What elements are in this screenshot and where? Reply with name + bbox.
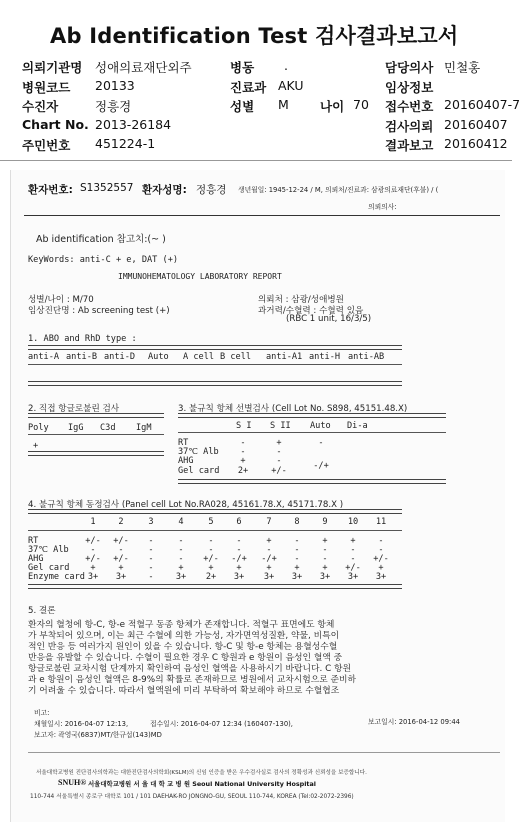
abo-mid-rule [28, 364, 402, 365]
panel-cell-r3-c4: - [178, 554, 184, 564]
screen-mid-rule [178, 432, 446, 433]
screen-col-dia: Di-a [347, 421, 368, 431]
panel-cell-r3-c10: - [350, 554, 356, 564]
panel-cell-r3-c2: +/- [113, 554, 129, 564]
dat-col-poly: Poly [28, 423, 49, 433]
panel-phase-1: RT [28, 536, 39, 546]
panel-cell-r5-c7: 3+ [263, 572, 275, 582]
panel-cell-r4-c5: + [208, 563, 214, 573]
rbc-history: (RBC 1 unit, 16/3/5) [286, 314, 372, 324]
screen-bottom-rule [178, 479, 446, 484]
sex-value: M [278, 97, 289, 112]
abo-col-9: anti-AB [348, 352, 385, 362]
lab-report-title: IMMUNOHEMATOLOGY LABORATORY REPORT [118, 272, 282, 281]
panel-mid-rule [28, 530, 402, 531]
panel-cell-r5-c5: 2+ [205, 572, 217, 582]
panel-cell-r5-c1: 3+ [87, 572, 99, 582]
panel-cell-r3-c11: +/- [373, 554, 389, 564]
screen-ahg-si: + [240, 456, 246, 466]
panel-cell-r3-c6: -/+ [231, 554, 247, 564]
institution-value: 성애의료재단외주 [95, 60, 192, 75]
abo-col-7: anti-A1 [266, 352, 303, 362]
dat-mid-rule [28, 434, 164, 435]
panel-cell-r3-c8: - [294, 554, 300, 564]
panel-col-4: 4 [178, 517, 184, 527]
panel-cell-r4-c11: + [378, 563, 384, 573]
dat-col-c3d: C3d [100, 423, 116, 433]
sex-age: 성별/나이 : M/70 [28, 295, 94, 305]
panel-cell-r2-c4: - [178, 545, 184, 555]
screen-ahg-auto: -/+ [313, 461, 329, 471]
footer-divider [28, 752, 500, 753]
panel-cell-r1-c10: + [350, 536, 356, 546]
chart-no-value: 2013-26184 [95, 117, 172, 132]
panel-bottom-rule [28, 584, 402, 589]
result-date-label: 결과보고 [385, 138, 434, 153]
conclusion-line-2: 가 부착되어 있으며, 이는 최근 수혈에 의한 가능성, 자가면역성질환, 약물, 비특이 [28, 631, 340, 641]
panel-cell-r3-c9: - [322, 554, 328, 564]
hospital-code-label: 병원코드 [22, 80, 71, 95]
panel-col-6: 6 [236, 517, 242, 527]
screen-rt-si: - [240, 438, 246, 448]
sex-label: 성별 [230, 99, 255, 114]
screen-ahg-sii: - [276, 456, 282, 466]
panel-cell-r3-c7: -/+ [261, 554, 277, 564]
patient-name-value: 정흥경 [196, 184, 227, 196]
ward-label: 병동 [230, 60, 255, 75]
panel-cell-r2-c10: - [350, 545, 356, 555]
conclusion-line-1: 환자의 혈청에 항-C, 항-e 적혈구 동종 항체가 존재합니다. 적혈구 표면에도 항체 [28, 620, 335, 630]
resident-no-label: 주민번호 [22, 138, 71, 153]
snuh-logo: SNUH® [58, 778, 87, 787]
transfusion-history: 과거력/수혈력 : 수혈력 있음 [258, 306, 364, 316]
panel-cell-r4-c8: + [294, 563, 300, 573]
reporters: 보고자: 곽영국(6837)MT/한규섭(143)MD [34, 731, 162, 739]
resident-no-value: 451224-1 [95, 136, 156, 151]
panel-cell-r1-c7: + [266, 536, 272, 546]
panel-cell-r1-c11: - [378, 536, 384, 546]
dat-poly-value: + [33, 441, 39, 451]
patient-name-label: 환자성명: [142, 184, 187, 196]
screen-rt-sii: + [276, 438, 282, 448]
screen-gel-si: 2+ [237, 466, 249, 476]
panel-top-rule [28, 509, 402, 514]
request-date-label: 검사의뢰 [385, 119, 434, 134]
report-date: 보고일시: 2016-04-12 09:44 [368, 718, 460, 726]
conclusion-line-6: 과 e 항원이 음성인 혈액은 8-9%의 확률로 존재하므로 병원에서 교차시험으로 준비하 [28, 675, 357, 685]
panel-cell-r3-c5: +/- [203, 554, 219, 564]
panel-cell-r4-c10: +/- [345, 563, 361, 573]
panel-cell-r1-c8: - [294, 536, 300, 546]
panel-cell-r2-c5: - [208, 545, 214, 555]
result-date-value: 20160412 [444, 136, 508, 151]
panel-cell-r1-c3: - [148, 536, 154, 546]
panel-phase-4: Gel card [28, 563, 70, 573]
dat-top-rule [28, 413, 164, 418]
abo-top-rule [28, 345, 402, 350]
panel-cell-r4-c3: - [148, 563, 154, 573]
collection-date: 채혈일시: 2016-04-07 12:13, [34, 720, 129, 728]
requesting-institution: 의뢰처 : 삼광/성애병원 [258, 295, 344, 305]
ward-value: . [284, 58, 288, 73]
panel-cell-r2-c6: - [236, 545, 242, 555]
screen-gel-sii: +/- [271, 466, 287, 476]
panel-cell-r2-c7: - [266, 545, 272, 555]
screen-phase-gel: Gel card [178, 466, 220, 476]
abo-col-8: anti-H [309, 352, 341, 362]
accept-date: 접수일시: 2016-04-07 12:34 (160407-130), [150, 720, 293, 728]
panel-col-3: 3 [148, 517, 154, 527]
panel-col-7: 7 [266, 517, 272, 527]
panel-cell-r5-c11: 3+ [375, 572, 387, 582]
panel-cell-r4-c7: + [266, 563, 272, 573]
abo-col-5: A cell [183, 352, 215, 362]
panel-col-5: 5 [208, 517, 214, 527]
conclusion-line-5: 항글로불린 교차시험 단계까지 확인하여 음성인 혈액을 사용하시기 바랍니다. C 항원 [28, 664, 352, 674]
report-divider [24, 215, 500, 216]
dat-title: 2. 직접 항글로불린 검사 [28, 404, 120, 414]
panel-cell-r5-c3: - [148, 572, 154, 582]
institution-label: 의뢰기관명 [22, 60, 83, 75]
abo-col-3: anti-D [104, 352, 136, 362]
panel-cell-r2-c2: - [118, 545, 124, 555]
patient-no-label: 환자번호: [28, 184, 73, 196]
panel-cell-r2-c8: - [294, 545, 300, 555]
conclusion-line-7: 기 어려울 수 있습니다. 따라서 혈액원에 미리 부탁하여 확보해야 하므로 수혈협조 [28, 686, 340, 696]
dat-col-igg: IgG [68, 423, 84, 433]
panel-cell-r1-c1: +/- [85, 536, 101, 546]
panel-cell-r5-c10: 3+ [347, 572, 359, 582]
panel-cell-r5-c4: 3+ [175, 572, 187, 582]
department-value: AKU [278, 78, 304, 93]
keywords: KeyWords: anti-C + e, DAT (+) [28, 255, 179, 265]
screen-alb-si: - [240, 447, 246, 457]
conclusion-line-3: 적인 반응 등 여러가지 원인이 있을 수 있습니다. 항-C 및 항-e 항체는 용혈성수혈 [28, 642, 338, 652]
report-title: Ab Identification Test 검사결과보고서 [50, 24, 459, 48]
age-label: 나이 [320, 99, 345, 114]
clinical-info-label: 임상정보 [385, 80, 434, 95]
dob-line: 생년월일: 1945-12-24 / M, 의뢰처/진료과: 삼광의료재단(후불) / ( [238, 186, 439, 194]
abo-bottom-rule [28, 381, 402, 386]
conclusion-line-4: 반응을 유발할 수 있습니다. 수혈이 필요한 경우 C 항원과 e 항원이 음성인 혈액 중 [28, 653, 343, 663]
panel-cell-r4-c9: + [322, 563, 328, 573]
abo-title: 1. ABO and RhD type : [28, 334, 137, 344]
panel-cell-r2-c3: - [148, 545, 154, 555]
panel-col-1: 1 [90, 517, 96, 527]
panel-cell-r1-c9: + [322, 536, 328, 546]
abo-col-6: B cell [220, 352, 252, 362]
panel-cell-r1-c4: - [178, 536, 184, 546]
patient-no-value: S1352557 [80, 182, 134, 194]
age-value: 70 [353, 97, 369, 112]
panel-col-8: 8 [294, 517, 300, 527]
hospital-address: 110-744 서울특별시 종로구 대학로 101 / 101 DAEHAK-RO JONGNO-GU, SEOUL 110-744, KOREA (Tel:02-2072-2396) [30, 794, 354, 800]
screen-phase-ahg: AHG [178, 456, 194, 466]
screen-phase-rt: RT [178, 438, 189, 448]
panel-col-10: 10 [347, 517, 359, 527]
screen-top-rule [178, 413, 446, 418]
panel-cell-r4-c1: + [90, 563, 96, 573]
test-name: Ab identification 참고치:(~ ) [36, 234, 166, 245]
panel-phase-5: Enzyme card [28, 572, 85, 582]
patient-value: 정흥경 [95, 99, 132, 114]
doctor-label: 담당의사 [385, 60, 434, 75]
panel-cell-r1-c6: - [236, 536, 242, 546]
abo-col-1: anti-A [28, 352, 60, 362]
panel-cell-r5-c8: 3+ [291, 572, 303, 582]
panel-col-9: 9 [322, 517, 328, 527]
receipt-no-value: 20160407-7 [444, 97, 520, 112]
doctor-value: 민철홍 [444, 60, 481, 75]
panel-cell-r1-c2: +/- [113, 536, 129, 546]
panel-cell-r5-c9: 3+ [319, 572, 331, 582]
panel-cell-r4-c2: + [118, 563, 124, 573]
header-divider [0, 160, 512, 161]
request-date-value: 20160407 [444, 117, 508, 132]
hospital-name: 서울대학교병원 서 울 대 학 교 병 원 Seoul National University Hospital [88, 780, 316, 788]
dat-bottom-rule [28, 451, 164, 456]
requester-label: 의뢰의사: [368, 203, 397, 211]
abo-col-4: Auto [148, 352, 169, 362]
panel-cell-r1-c5: - [208, 536, 214, 546]
chart-no-label: Chart No. [22, 117, 89, 132]
clinical-diagnosis: 임상진단명 : Ab screening test (+) [28, 306, 170, 316]
panel-title: 4. 불규칙 항체 동정검사 (Panel cell Lot No.RA028, 45161.78.X, 45171.78.X ) [28, 500, 344, 510]
panel-col-11: 11 [375, 517, 387, 527]
panel-phase-3: AHG [28, 554, 44, 564]
abo-col-2: anti-B [66, 352, 98, 362]
panel-cell-r5-c6: 3+ [233, 572, 245, 582]
receipt-no-label: 접수번호 [385, 99, 434, 114]
panel-cell-r5-c2: 3+ [115, 572, 127, 582]
department-label: 진료과 [230, 80, 267, 95]
conclusion-title: 5. 결론 [28, 606, 56, 616]
dat-col-igm: IgM [136, 423, 152, 433]
panel-col-2: 2 [118, 517, 124, 527]
screen-col-si: S I [236, 421, 252, 431]
panel-cell-r2-c9: - [322, 545, 328, 555]
panel-cell-r4-c4: + [178, 563, 184, 573]
panel-cell-r2-c11: - [378, 545, 384, 555]
panel-cell-r2-c1: - [90, 545, 96, 555]
accreditation-note: 서울대학교병원 진단검사의학과는 대한진단검사의학회(KSLM)의 신임 인증을 받은 우수검사실로 검사의 정확성과 신뢰성을 보증합니다. [36, 770, 367, 776]
screen-alb-sii: - [276, 447, 282, 457]
panel-cell-r3-c3: - [148, 554, 154, 564]
patient-label: 수진자 [22, 99, 59, 114]
screen-col-sii: S II [270, 421, 291, 431]
screen-rt-auto: - [318, 438, 324, 448]
hospital-code-value: 20133 [95, 78, 135, 93]
panel-cell-r3-c1: +/- [85, 554, 101, 564]
screen-title: 3. 불규칙 항체 선별검사 (Cell Lot No. S898, 45151.48.X) [178, 404, 408, 414]
panel-phase-2: 37℃ Alb [28, 545, 69, 555]
screen-phase-alb: 37℃ Alb [178, 447, 219, 457]
panel-cell-r4-c6: + [236, 563, 242, 573]
remark-label: 비고: [34, 709, 50, 717]
screen-col-auto: Auto [310, 421, 331, 431]
